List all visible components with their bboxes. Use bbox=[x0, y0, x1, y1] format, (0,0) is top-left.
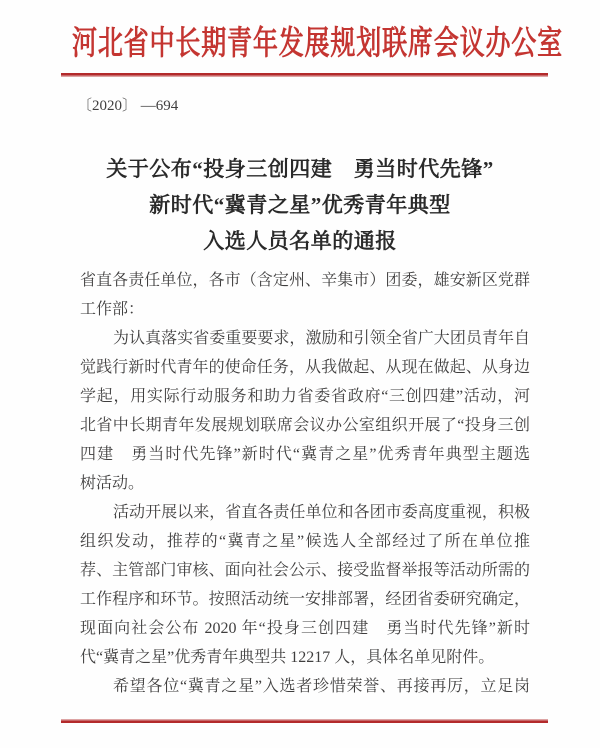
body-line: 学起，用实际行动服务和助力省委省政府“三创四建”活动，河 bbox=[80, 388, 530, 405]
notice-title-line-3: 入选人员名单的通报 bbox=[203, 229, 397, 253]
body-line: 觉践行新时代青年的使命任务，从我做起、从现在做起、从身边 bbox=[80, 359, 530, 376]
letterhead-title: 河北省中长期青年发展规划联席会议办公室 bbox=[72, 26, 563, 62]
body-line: 省直各责任单位，各市（含定州、辛集市）团委，雄安新区党群 bbox=[80, 272, 530, 289]
body-line: 荐、主管部门审核、面向社会公示、接受监督举报等活动所需的 bbox=[80, 562, 530, 579]
body-line: 代“冀青之星”优秀青年典型共 12217 人，具体名单见附件。 bbox=[80, 649, 495, 666]
body-line: 为认真落实省委重要要求，激励和引领全省广大团员青年自 bbox=[113, 330, 530, 347]
notice-title bbox=[0, 151, 600, 259]
body-line: 活动开展以来，省直各责任单位和各团市委高度重视，积极 bbox=[113, 504, 530, 521]
letterhead-divider-rule bbox=[61, 73, 548, 77]
body-line: 现面向社会公布 2020 年“投身三创四建 勇当时代先锋”新时 bbox=[80, 620, 530, 637]
notice-title-line-2: 新时代“冀青之星”优秀青年典型 bbox=[149, 193, 451, 217]
body-line: 工作程序和环节。按照活动统一安排部署，经团省委研究确定， bbox=[80, 591, 530, 608]
body-line: 希望各位“冀青之星”入选者珍惜荣誉、再接再厉，立足岗 bbox=[113, 678, 530, 695]
notice-body bbox=[80, 266, 530, 701]
body-line: 四建 勇当时代先锋”新时代“冀青之星”优秀青年典型主题选 bbox=[80, 446, 530, 463]
body-line: 组织发动，推荐的“冀青之星”候选人全部经过了所在单位推 bbox=[80, 533, 530, 550]
body-line: 树活动。 bbox=[80, 475, 145, 492]
footer-divider-rule bbox=[61, 719, 548, 723]
body-line: 工作部： bbox=[80, 301, 145, 318]
notice-title-line-1: 关于公布“投身三创四建 勇当时代先锋” bbox=[106, 157, 494, 181]
document-number: 〔2020〕 —694 bbox=[77, 98, 179, 114]
body-line: 北省中长期青年发展规划联席会议办公室组织开展了“投身三创 bbox=[80, 417, 530, 434]
